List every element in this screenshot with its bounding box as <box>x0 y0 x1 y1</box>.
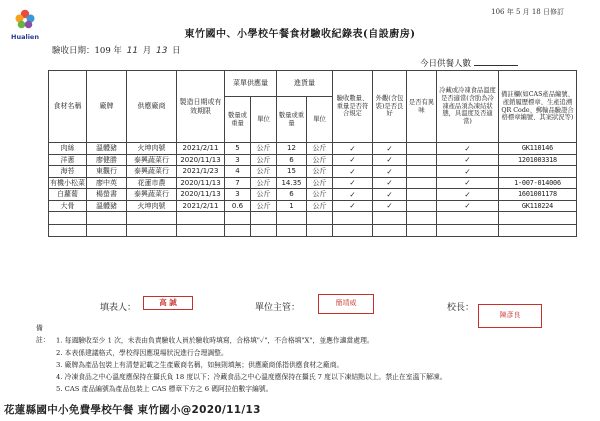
header-brand: 廠牌 <box>87 71 127 143</box>
date-month-unit: 月 <box>142 46 152 56</box>
date-day-unit: 日 <box>172 46 181 56</box>
cell-date: 2020/11/13 <box>177 189 225 201</box>
cell-supplier: 花蓮市農 <box>127 177 177 189</box>
header-qty-ok: 驗收數量、重量是否符合規定 <box>333 71 373 143</box>
cell-date: 2021/1/23 <box>177 166 225 178</box>
inspection-date <box>52 44 181 56</box>
empty-cell <box>225 224 251 237</box>
cell-appearance: ✓ <box>373 189 407 201</box>
cell-order-unit: 公斤 <box>251 177 277 189</box>
header-item-name: 食材名稱 <box>49 71 87 143</box>
meal-count <box>420 57 518 69</box>
cell-brand: 溫體豬 <box>87 143 127 155</box>
empty-cell <box>277 212 307 225</box>
footer-caption: 花蓮縣國中小免費學校午餐 東竹國小@2020/11/13 <box>4 404 261 416</box>
cell-qty-ok: ✓ <box>333 200 373 212</box>
empty-row <box>49 212 577 225</box>
table-row <box>49 200 577 212</box>
header-appearance: 外觀(含包裝)是否良好 <box>373 71 407 143</box>
empty-row <box>49 224 577 237</box>
page-title: 東竹國中、小學校午餐食材驗收紀錄表(自設廚房) <box>184 29 416 40</box>
empty-cell <box>87 212 127 225</box>
cell-brand: 廖健勝 <box>87 154 127 166</box>
cell-delivery-qty: 14.35 <box>277 177 307 189</box>
cell-appearance: ✓ <box>373 143 407 155</box>
cell-odor <box>407 200 437 212</box>
cell-delivery-unit: 公斤 <box>307 166 333 178</box>
header-delivery-unit: 單位 <box>307 97 333 143</box>
cell-delivery-unit: 公斤 <box>307 154 333 166</box>
empty-cell <box>437 212 499 225</box>
empty-cell <box>499 224 577 237</box>
cell-order-unit: 公斤 <box>251 200 277 212</box>
cell-delivery-qty: 15 <box>277 166 307 178</box>
cell-order-qty: 5 <box>225 143 251 155</box>
header-delivery-qty: 數量或重量 <box>277 97 307 143</box>
cell-date: 2021/2/11 <box>177 200 225 212</box>
cell-odor <box>407 143 437 155</box>
empty-cell <box>307 212 333 225</box>
cell-supplier: 火坤肉號 <box>127 200 177 212</box>
header-mfg-date: 製造日期或有效期限 <box>177 71 225 143</box>
header-remarks: 備註欄(如CAS產品編號、產銷履歷標章、生產追溯QR Code、郵輸品驗證合格標章編號、其案狀況等) <box>499 71 577 143</box>
header-cold-chain: 冷藏或冷凍食品溫度是否適當(含肋為冷凍產品須為凍結狀態，具溫度及否適當) <box>437 71 499 143</box>
cell-supplier: 泰興蔬菜行 <box>127 154 177 166</box>
cell-odor <box>407 177 437 189</box>
cell-appearance: ✓ <box>373 166 407 178</box>
cell-order-qty: 3 <box>225 189 251 201</box>
note-line <box>36 322 556 347</box>
cell-order-unit: 公斤 <box>251 166 277 178</box>
cell-cold-chain: ✓ <box>437 154 499 166</box>
table-row <box>49 143 577 155</box>
empty-cell <box>49 224 87 237</box>
empty-cell <box>407 212 437 225</box>
table-row <box>49 189 577 201</box>
unit-head-stamp: 簡靖威 <box>318 294 374 314</box>
empty-cell <box>407 224 437 237</box>
cell-appearance: ✓ <box>373 177 407 189</box>
revision-date: 106 年 5 月 18 日修訂 <box>491 8 564 16</box>
meal-count-blank <box>474 58 518 66</box>
header-supplier: 供應廠商 <box>127 71 177 143</box>
cell-qty-ok: ✓ <box>333 154 373 166</box>
empty-cell <box>177 224 225 237</box>
unit-head-label: 單位主管： <box>255 303 301 313</box>
cell-cold-chain: ✓ <box>437 143 499 155</box>
notes <box>36 322 556 396</box>
cell-supplier: 泰興蔬菜行 <box>127 189 177 201</box>
cell-appearance: ✓ <box>373 154 407 166</box>
header-order: 菜單供應量 <box>225 71 277 97</box>
cell-qty-ok: ✓ <box>333 177 373 189</box>
empty-cell <box>499 212 577 225</box>
cell-supplier: 泰興蔬菜行 <box>127 166 177 178</box>
note-line: 3. 廠牌為產品包裝上有清楚記載之生產廠商名稱，如無則填無；供應廠商係指供應食材之廠商。 <box>56 360 344 369</box>
empty-cell <box>437 224 499 237</box>
cell-odor <box>407 189 437 201</box>
cell-supplier: 火坤肉號 <box>127 143 177 155</box>
cell-brand: 東觀行 <box>87 166 127 178</box>
cell-cold-chain: ✓ <box>437 177 499 189</box>
cell-delivery-qty: 12 <box>277 143 307 155</box>
cell-qty-ok: ✓ <box>333 166 373 178</box>
empty-cell <box>127 212 177 225</box>
date-label: 驗收日期：109 年 <box>52 46 122 56</box>
logo-text: Hualien <box>11 33 39 41</box>
cell-item-name: 肉絲 <box>49 143 87 155</box>
cell-delivery-unit: 公斤 <box>307 189 333 201</box>
cell-delivery-unit: 公斤 <box>307 143 333 155</box>
cell-order-qty: 0.6 <box>225 200 251 212</box>
cell-appearance: ✓ <box>373 200 407 212</box>
cell-cold-chain: ✓ <box>437 200 499 212</box>
empty-cell <box>49 212 87 225</box>
table-row <box>49 154 577 166</box>
meal-count-label: 今日供餐人數 <box>420 59 472 69</box>
cell-brand: 楊螢書 <box>87 189 127 201</box>
cell-delivery-unit: 公斤 <box>307 177 333 189</box>
empty-cell <box>87 224 127 237</box>
empty-cell <box>307 224 333 237</box>
empty-cell <box>127 224 177 237</box>
note-line: 5. CAS 產品編號為產品包裝上 CAS 標章下方之 6 碼阿拉伯數字編號。 <box>56 385 273 394</box>
empty-cell <box>333 224 373 237</box>
header-delivery: 進貨量 <box>277 71 333 97</box>
cell-date: 2020/11/13 <box>177 177 225 189</box>
cell-delivery-qty: 6 <box>277 154 307 166</box>
cell-cold-chain: ✓ <box>437 166 499 178</box>
cell-remark: GK110146 <box>499 143 577 155</box>
cell-delivery-qty: 6 <box>277 189 307 201</box>
cell-qty-ok: ✓ <box>333 143 373 155</box>
cell-brand: 廖中英 <box>87 177 127 189</box>
cell-qty-ok: ✓ <box>333 189 373 201</box>
empty-cell <box>251 212 277 225</box>
empty-cell <box>373 224 407 237</box>
date-day: 13 <box>156 46 168 56</box>
note-text: 1. 每週驗收至少 1 次，未表由負責驗收人員於驗收時填寫，合格填"✓"，不合格填"X"，並應作適當處理。 <box>56 336 374 345</box>
empty-cell <box>225 212 251 225</box>
date-month: 11 <box>126 46 139 56</box>
cell-remark: 1-007-014006 <box>499 177 577 189</box>
cell-delivery-unit: 公斤 <box>307 200 333 212</box>
cell-order-qty: 4 <box>225 166 251 178</box>
cell-brand: 溫體豬 <box>87 200 127 212</box>
empty-cell <box>177 212 225 225</box>
empty-cell <box>373 212 407 225</box>
cell-remark: 1601001178 <box>499 189 577 201</box>
inspection-table <box>48 70 577 237</box>
principal-stamp: 陳彥良 <box>478 304 542 328</box>
cell-order-unit: 公斤 <box>251 154 277 166</box>
cell-item-name: 白蘿蔔 <box>49 189 87 201</box>
cell-odor <box>407 166 437 178</box>
principal-label: 校長： <box>447 303 475 313</box>
note-line: 2. 本表係建議格式，學校得因應現場狀況進行合理調整。 <box>56 348 228 357</box>
note-line: 4. 冷凍食品之中心溫度應保持在攝氏負 18 度以下；冷藏食品之中心溫度應保持在攝氏 7 度以下凍結點以上。禁止在室溫下解凍。 <box>56 373 447 382</box>
cell-date: 2020/11/13 <box>177 154 225 166</box>
cell-order-unit: 公斤 <box>251 143 277 155</box>
cell-remark <box>499 166 577 178</box>
filler-label: 填表人： <box>100 303 137 313</box>
cell-order-qty: 3 <box>225 154 251 166</box>
empty-cell <box>277 224 307 237</box>
table-row <box>49 177 577 189</box>
cell-odor <box>407 154 437 166</box>
cell-order-unit: 公斤 <box>251 189 277 201</box>
cell-item-name: 洋蔥 <box>49 154 87 166</box>
cell-item-name: 有機小松菜 <box>50 178 85 187</box>
header-order-qty: 數量或重量 <box>225 97 251 143</box>
empty-cell <box>251 224 277 237</box>
empty-cell <box>333 212 373 225</box>
cell-delivery-qty: 1 <box>277 200 307 212</box>
header-order-unit: 單位 <box>251 97 277 143</box>
cell-item-name: 海苔 <box>49 166 87 178</box>
filler-stamp: 高 誠 <box>143 296 193 310</box>
table-row <box>49 166 577 178</box>
cell-item-name: 大骨 <box>49 200 87 212</box>
cell-date: 2021/2/11 <box>177 143 225 155</box>
cell-order-qty: 7 <box>225 177 251 189</box>
cell-remark: GK110224 <box>499 200 577 212</box>
cell-remark: 1201003318 <box>499 154 577 166</box>
note-head: 備註： <box>36 324 50 345</box>
header-odor: 是否有異味 <box>407 71 437 143</box>
cell-cold-chain: ✓ <box>437 189 499 201</box>
